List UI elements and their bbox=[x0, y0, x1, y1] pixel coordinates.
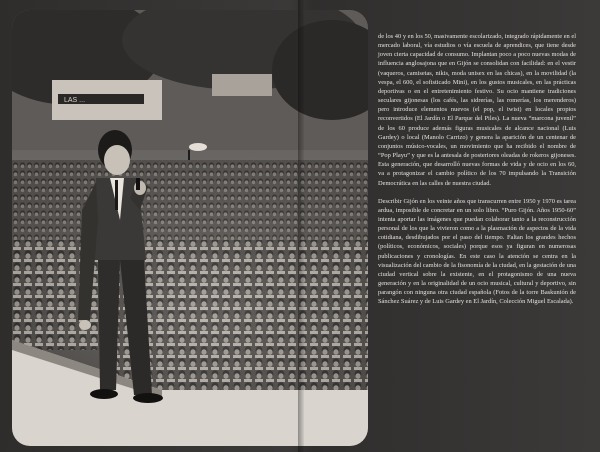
paragraph-1: de los 40 y en los 50, masivamente escolarizado, integrado rápidamente en el mercado laboral, vía estudios o vía escuela de aprendices, que tiene desde joven cierta capacidad de consumo. Implantan poco a poco nuevas modas de influencia anglosajona que en Gijón se consolidan con facilidad: en el vestir (vaqueros, camisetas, nikis, moda unisex en las chicas), en la movilidad (la vespa, el 600, el sofisticado Mini), en los gustos musicales, en las prácticas deportivas o en el entretenimiento festivo. Su ocio mantiene tradiciones seculares gijonesas (los cafés, las sidrerías, las romerías, los merenderos) pero introduce elementos nuevos (el pop, el twist) en locales propios reconvertidos (El Jardín o El Parque del Piles). La nueva “marcona juvenil” de los 60 produce además figuras musicales de alcance nacional (Luis Gardey) o local (Manolo Carrizo) y genera la aparición de un centenar de conjuntos músico-vocales, un movimiento que ha recibido el nombre de “Pop Playu” y que es la antesala de posteriores oleadas de rokeros gijoneses. Esta generación, que desarrolló nuevas formas de vida y de ocio en los 60, va a protagonizar el cambio político de los 70 impulsando la Transición Democrática en las calles de nuestra ciudad. bbox=[378, 33, 576, 187]
text-column bbox=[378, 32, 576, 316]
concert-photo bbox=[12, 10, 368, 446]
book-gutter bbox=[298, 0, 304, 452]
crowd-concert-photo-icon bbox=[12, 10, 368, 446]
paragraph-2: Describir Gijón en los veinte años que transcurren entre 1950 y 1970 es tarea ardua, imposible de concretar en un solo libro. “Puro Gijón. Años 1950-60” intenta aportar las imágenes que puedan colaborar tanto a la reconstrucción personal de los que la vivieron como a la plasmación de aspectos de la vida cotidiana, desdibujados por el paso del tiempo. Faltan los grandes hechos (políticos, económicos, sociales) porque esos ya figuran en numerosas publicaciones y cronologías. En este caso la atención se centra en la visualización del cambio de la fisonomía de la ciudad, en la gestación de una ciudad vertical sobre la existente, en el protagonismo de una nueva generación y en la originalidad de un ocio musical, cultural y deportivo, sin parangón con ninguna otra ciudad española (Fotos de la torre Baskunión de Sánchez Suárez y de Luis Gardey en El Jardín, Colección Miguel Escalada). bbox=[378, 197, 576, 306]
sign-text: LAS ... bbox=[64, 97, 86, 104]
